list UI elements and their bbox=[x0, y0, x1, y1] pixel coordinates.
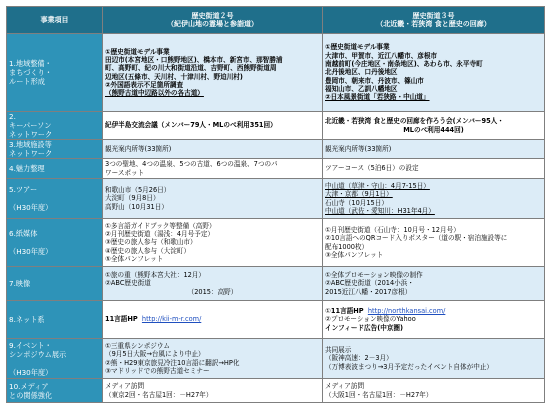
cell-route2 bbox=[103, 301, 323, 339]
cell-route3: ①全体プロモーション映像の制作 ②ABC歴史街道（2014小浜・ 2015近江八幡・2017彦根） bbox=[323, 267, 545, 301]
cell-route3: ①歴史街道モデル事業 大津市、甲賀市、近江八幡市、彦根市 南越前町(今庄地区・南条地区)、あわら市、永平寺町 北丹後地区、口丹後地区 豊岡市、朝来市、丹波市、篠山市 福知山市、乙訓八幡地区 ②日本風景街道「若狭路・中山道」 bbox=[323, 34, 545, 112]
row-label: 7.映像 bbox=[7, 267, 103, 301]
cell-route2: メディア訪問 （東京2回・名古屋1回：－H27年） bbox=[103, 379, 323, 403]
comparison-table bbox=[6, 6, 545, 403]
header-row bbox=[7, 7, 545, 34]
cell-route2: ①三重県シンポジウム （9月5日大阪→台風により中止） ②熊・H29東京旅見冷注10言語に翻訳→HP化 ③マドリッドでの熊野古道セミナー bbox=[103, 339, 323, 379]
cell-route2: ①旅の重（熊野本宮大社：12月） ②ABC歴史街道 （2015：高野） bbox=[103, 267, 323, 301]
cell-route3: 観光案内所等(33箇所) bbox=[323, 140, 545, 159]
table-row bbox=[7, 379, 545, 403]
cell-route2: 3つの聖地、4つの温泉、5つの古道、6つの温泉、7つのパ ワースポット bbox=[103, 159, 323, 179]
table-row bbox=[7, 339, 545, 379]
row-label: 4.魅力整理 bbox=[7, 159, 103, 179]
header-col3: 歴史街道３号 （北近畿・若狭湾 食と歴史の回廊） bbox=[323, 7, 545, 34]
table-row bbox=[7, 112, 545, 140]
row-label: 10.メディア との関係強化 bbox=[7, 379, 103, 403]
cell-route3: 中山道（草津・守山：4月7-15日） 大津・京都（9月1日） 石山寺（10月15日） 中山道（武佐・愛知川：H31年4月） bbox=[323, 179, 545, 219]
cell-route2: ①多言語ガイドブック等整備（高野） ②月刊歴史街道（湯浅：4月号予定） ③歴史の旅人参与（和歌山市） ④歴史の旅人参与（大淀町） ⑤全体パンフレット bbox=[103, 219, 323, 267]
cell-route3: ①11言語HP http://northkansai.com/ ②プロモーション映像のYahoo インフィード広告(中京圏) bbox=[323, 301, 545, 339]
cell-route3: ツアーコース（5泊6日）の設定 bbox=[323, 159, 545, 179]
row-label: 6.紙媒体 （H30年度） bbox=[7, 219, 103, 267]
cell-route2: 紀伊半島交流会議（メンバー79人・MLのべ利用351回） bbox=[103, 112, 323, 140]
cell-route3: 北近畿・若狭湾 食と歴史の回廊を作ろう会(メンバー95人・ MLのべ利用444回) bbox=[323, 112, 545, 140]
row-label: 9.イベント・ シンポジウム展示 （H30年度） bbox=[7, 339, 103, 379]
row-label: 3.地域施設等 ネットワーク bbox=[7, 140, 103, 159]
cell-route2: 観光案内所等(33箇所) bbox=[103, 140, 323, 159]
hp-label: 11言語HP bbox=[105, 315, 138, 324]
website-link[interactable]: http://northkansai.com/ bbox=[367, 307, 446, 316]
row-label: 5.ツアー （H30年度） bbox=[7, 179, 103, 219]
row-label: 1.地域整備・ まちづくり・ ルート形成 bbox=[7, 34, 103, 112]
table-row bbox=[7, 267, 545, 301]
cell-route3: ①月刊歴史街道（石山寺：10月号・12月号） ②10言語へのQRコード入りポスター（道の駅・宿泊施設等に 配布1000枚） ③全体パンフレット bbox=[323, 219, 545, 267]
cell-route2: 和歌山市（5月26日） 大淀町（9月8日） 高野山（10月31日） bbox=[103, 179, 323, 219]
table-row bbox=[7, 301, 545, 339]
header-item: 事業項目 bbox=[7, 7, 103, 34]
cell-route3: メディア訪問 （大阪1回・名古屋1回：－H27年） bbox=[323, 379, 545, 403]
cell-route2: ①歴史街道モデル事業 田辺市(本宮地区・口熊野地区)、橋本市、新宮市、那智勝浦 町、高野町、紀の川大和街道沿道、吉野町、西熊野街道周 辺地区(五條市、天川村、十津川村、野迫川村) ②外国語表示不足箇所調査 （熊野古道中辺路以外の各古道） bbox=[103, 34, 323, 112]
table-row bbox=[7, 179, 545, 219]
table-row bbox=[7, 219, 545, 267]
hp-label: ① bbox=[325, 307, 331, 316]
table-row bbox=[7, 34, 545, 112]
row-label: 8.ネット系 bbox=[7, 301, 103, 339]
table-row bbox=[7, 140, 545, 159]
cell-route3: 共同展示 （阪神高速：2－3月） （万博表波まつり→3月予定だったイベント自体が中止） bbox=[323, 339, 545, 379]
row-label: 2. キーパーソン ネットワーク bbox=[7, 112, 103, 140]
header-col2: 歴史街道２号 （紀伊山地の霊場と参詣道） bbox=[103, 7, 323, 34]
website-link[interactable]: http://kii-m-r.com/ bbox=[141, 315, 202, 324]
table-row bbox=[7, 159, 545, 179]
